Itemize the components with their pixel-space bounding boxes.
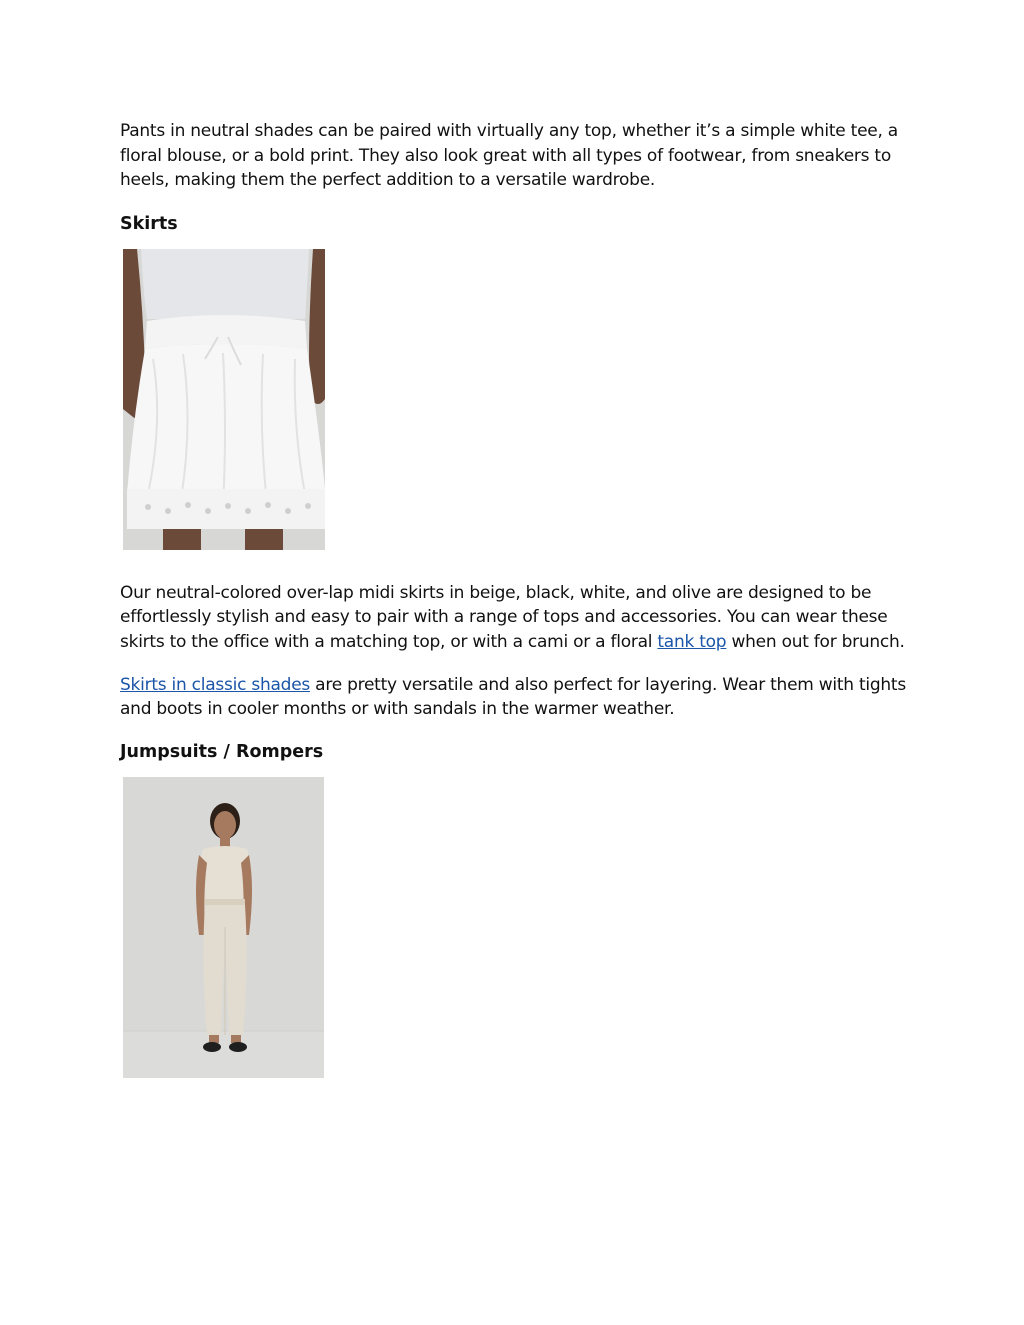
skirts-heading: Skirts bbox=[120, 213, 178, 234]
tank-top-link[interactable]: tank top bbox=[657, 631, 727, 652]
skirts-classic-shades-link[interactable]: Skirts in classic shades bbox=[120, 674, 311, 695]
jumpsuits-heading: Jumpsuits / Rompers bbox=[120, 741, 324, 762]
skirts-description-text-end: when out for brunch. bbox=[726, 631, 905, 652]
classic-skirts-paragraph bbox=[120, 673, 910, 722]
document-page bbox=[120, 116, 910, 1078]
classic-skirts-text: are pretty versatile and also perfect for layering. Wear them with tights and boots in cooler months or with sandals in the warmer weather. bbox=[120, 674, 906, 720]
skirts-description-paragraph bbox=[120, 581, 910, 655]
intro-paragraph: Pants in neutral shades can be paired with virtually any top, whether it’s a simple white tee, a floral blouse, or a bold print. They also look great with all types of footwear, from sneakers to heels, making them the perfect addition to a versatile wardrobe. bbox=[120, 121, 898, 191]
beige-jumpsuit-photo bbox=[123, 777, 324, 1078]
skirts-description-text: Our neutral-colored over-lap midi skirts in beige, black, white, and olive are designed to be effortlessly stylish and easy to pair with a range of tops and accessories. You can wear these skirts to the office with a matching top, or with a cami or a floral bbox=[120, 582, 888, 652]
white-skirt-photo bbox=[123, 249, 325, 550]
